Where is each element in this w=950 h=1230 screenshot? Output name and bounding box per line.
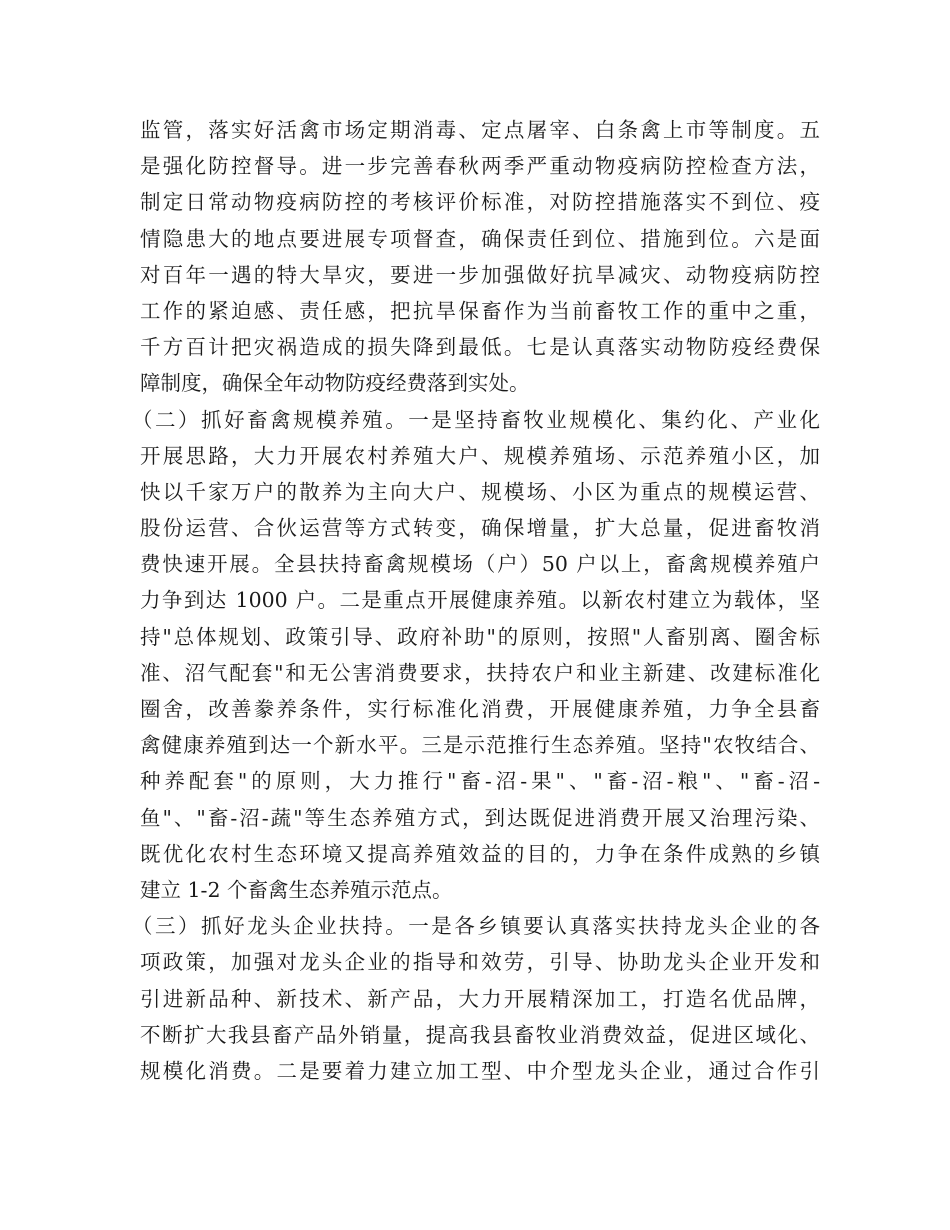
text-line: 千方百计把灾祸造成的损失降到最低。七是认真落实动物防疫经费保 — [140, 335, 820, 360]
text-line: 准、沼气配套"和无公害消费要求，扶持农户和业主新建、改建标准化 — [140, 660, 820, 685]
text-line: 力争到达 1000 户。二是重点开展健康养殖。以新农村建立为载体，坚 — [140, 588, 820, 613]
text-line: 制定日常动物疫病防控的考核评价标准，对防控措施落实不到位、疫 — [140, 190, 820, 215]
text-line: 禽健康养殖到达一个新水平。三是示范推行生态养殖。坚持"农牧结合、 — [140, 733, 820, 758]
text-line: 监管，落实好活禽市场定期消毒、定点屠宰、白条禽上市等制度。五 — [140, 118, 820, 142]
text-line: 工作的紧迫感、责任感，把抗旱保畜作为当前畜牧工作的重中之重， — [140, 298, 820, 323]
text-line: 不断扩大我县畜产品外销量，提高我县畜牧业消费效益，促进区域化、 — [140, 1022, 820, 1047]
text-line: 股份运营、合伙运营等方式转变，确保增量，扩大总量，促进畜牧消 — [140, 516, 820, 541]
text-line: 费快速开展。全县扶持畜禽规模场（户）50 户以上，畜禽规模养殖户 — [140, 552, 820, 577]
text-line: 对百年一遇的特大旱灾，要进一步加强做好抗旱减灾、动物疫病防控 — [140, 262, 820, 287]
text-line: 圈舍，改善豢养条件，实行标准化消费，开展健康养殖，力争全县畜 — [140, 697, 820, 721]
text-line: 项政策，加强对龙头企业的指导和效劳，引导、协助龙头企业开发和 — [140, 950, 820, 975]
text-line: 引进新品种、新技术、新产品，大力开展精深加工，打造名优品牌， — [140, 986, 820, 1011]
text-line: 是强化防控督导。进一步完善春秋两季严重动物疫病防控检查方法， — [140, 154, 820, 179]
text-line: 种养配套"的原则，大力推行"畜-沼-果"、"畜-沼-粮"、"畜-沼- — [140, 769, 820, 794]
text-line: 既优化农村生态环境又提高养殖效益的目的，力争在条件成熟的乡镇 — [140, 841, 820, 866]
document-body — [132, 112, 820, 1089]
text-line: 开展思路，大力开展农村养殖大户、规模养殖场、示范养殖小区，加 — [140, 443, 820, 468]
text-line: 鱼"、"畜-沼-蔬"等生态养殖方式，到达既促进消费开展又治理污染、 — [140, 805, 820, 830]
text-line: 持"总体规划、政策引导、政府补助"的原则，按照"人畜别离、圈舍标 — [140, 624, 820, 649]
text-line: 情隐患大的地点要进展专项督查，确保责任到位、措施到位。六是面 — [140, 226, 820, 251]
text-line: 快以千家万户的散养为主向大户、规模场、小区为重点的规模运营、 — [140, 479, 820, 504]
section-heading-line: （二）抓好畜禽规模养殖。一是坚持畜牧业规模化、集约化、产业化 — [132, 407, 820, 432]
text-line: 障制度，确保全年动物防疫经费落到实处。 — [140, 371, 530, 396]
text-line: 建立 1-2 个畜禽生态养殖示范点。 — [140, 877, 453, 902]
section-heading-line: （三）抓好龙头企业扶持。一是各乡镇要认真落实扶持龙头企业的各 — [132, 914, 820, 939]
text-line: 规模化消费。二是要着力建立加工型、中介型龙头企业，通过合作引 — [140, 1058, 820, 1083]
